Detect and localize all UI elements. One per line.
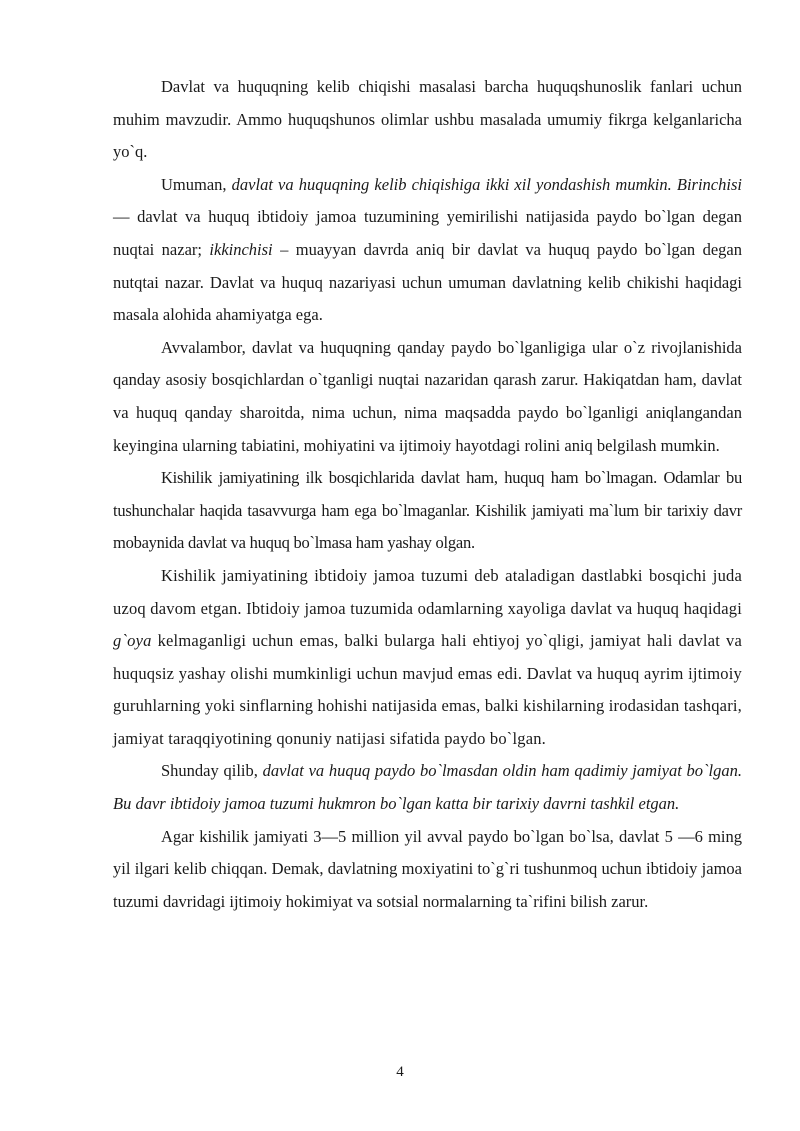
text-run: Kishilik jamiyatining ilk bosqichlarida davlat ham, huquq ham bo`lmagan. Odamlar bu tushunchalar haqida tasavvurga ham ega bo`lmaganlar. Kishilik jamiyati ma`lum bir tarixiy davr mobaynida davlat va huquq bo`lmasa ham yashay olgan. [113,468,742,553]
italic-text-run: davlat va huquq paydo bo`lmasdan oldin ham qadimiy jamiyat bo`lgan. Bu davr ibtidoiy jamoa tuzumi hukmron bo`lgan katta bir tarixiy davrni tashkil etgan. [113,761,742,814]
italic-text-run: davlat va huquqning kelib chiqishiga ikki xil yondashish mumkin. [231,174,672,194]
document-body [113,71,742,918]
text-run: kelmaganligi uchun emas, balki bularga hali ehtiyoj yo`qligi, jamiyat hali davlat va huquqsiz yashay olishi mumkinligi uchun mavjud emas edi. Davlat va huquq ayrim ijtimoiy guruhlarning yoki sinflarning hohishi natijasida emas, balki kishilarning irodasidan tashqari, jamiyat taraqqiyotining qonuniy natijasi sifatida paydo bo`lgan. [113,631,742,748]
paragraph-3 [113,332,742,462]
text-run: Kishilik jamiyatining ibtidoiy jamoa tuzumi deb ataladigan dastlabki bosqichi juda uzoq davom etgan. Ibtidoiy jamoa tuzumida odamlarning xayoliga davlat va huquq haqidagi [113,565,742,618]
text-run: Avvalambor, davlat va huquqning qanday paydo bo`lganligiga ular o`z rivojlanishida qanday asosiy bosqichlardan o`tganligi nuqtai nazaridan qarash zarur. Hakiqatdan ham, davlat va huquq qanday sharoitda, nima uchun, nima maqsadda paydo bo`lganligi aniqlangandan keyingina ularning tabiatini, mohiyatini va ijtimoiy hayotdagi rolini aniq belgilash mumkin. [113,337,742,455]
paragraph-4 [113,462,742,560]
italic-text-run: g`oya [113,631,152,651]
text-run: Davlat va huquqning kelib chiqishi masalasi barcha huquqshunoslik fanlari uchun muhim mavzudir. Ammo huquqshunos olimlar ushbu masalada umumiy fikrga kelganlaricha yo`q. [113,77,742,162]
paragraph-6 [113,755,742,820]
text-run: – muayyan davrda aniq bir davlat va huquq paydo bo`lgan degan nutqtai nazar. Davlat va huquq nazariyasi uchun umuman davlatning kelib chikishi haqidagi masala alohida ahamiyatga ega. [113,239,742,325]
paragraph-2 [113,169,742,332]
text-run: Umuman, [161,174,232,194]
text-run: — davlat va huquq ibtidoiy jamoa tuzumining yemirilishi natijasida paydo bo`lgan degan nuqtai nazar; [113,207,742,259]
italic-text-run: Birinchisi [676,174,742,194]
text-run: Agar kishilik jamiyati 3—5 million yil avval paydo bo`lgan bo`lsa, davlat 5 —6 ming yil ilgari kelib chiqqan. Demak, davlatning moxiyatini to`g`ri tushunmoq uchun ibtidoiy jamoa tuzumi davridagi ijtimoiy hokimiyat va sotsial normalarning ta`rifini bilish zarur. [113,826,742,911]
paragraph-1 [113,71,742,169]
text-run: Shunday qilib, [161,761,263,781]
paragraph-7 [113,821,742,919]
page-number: 4 [396,1064,404,1080]
paragraph-5 [113,560,742,756]
italic-text-run: ikkinchisi [209,239,273,259]
